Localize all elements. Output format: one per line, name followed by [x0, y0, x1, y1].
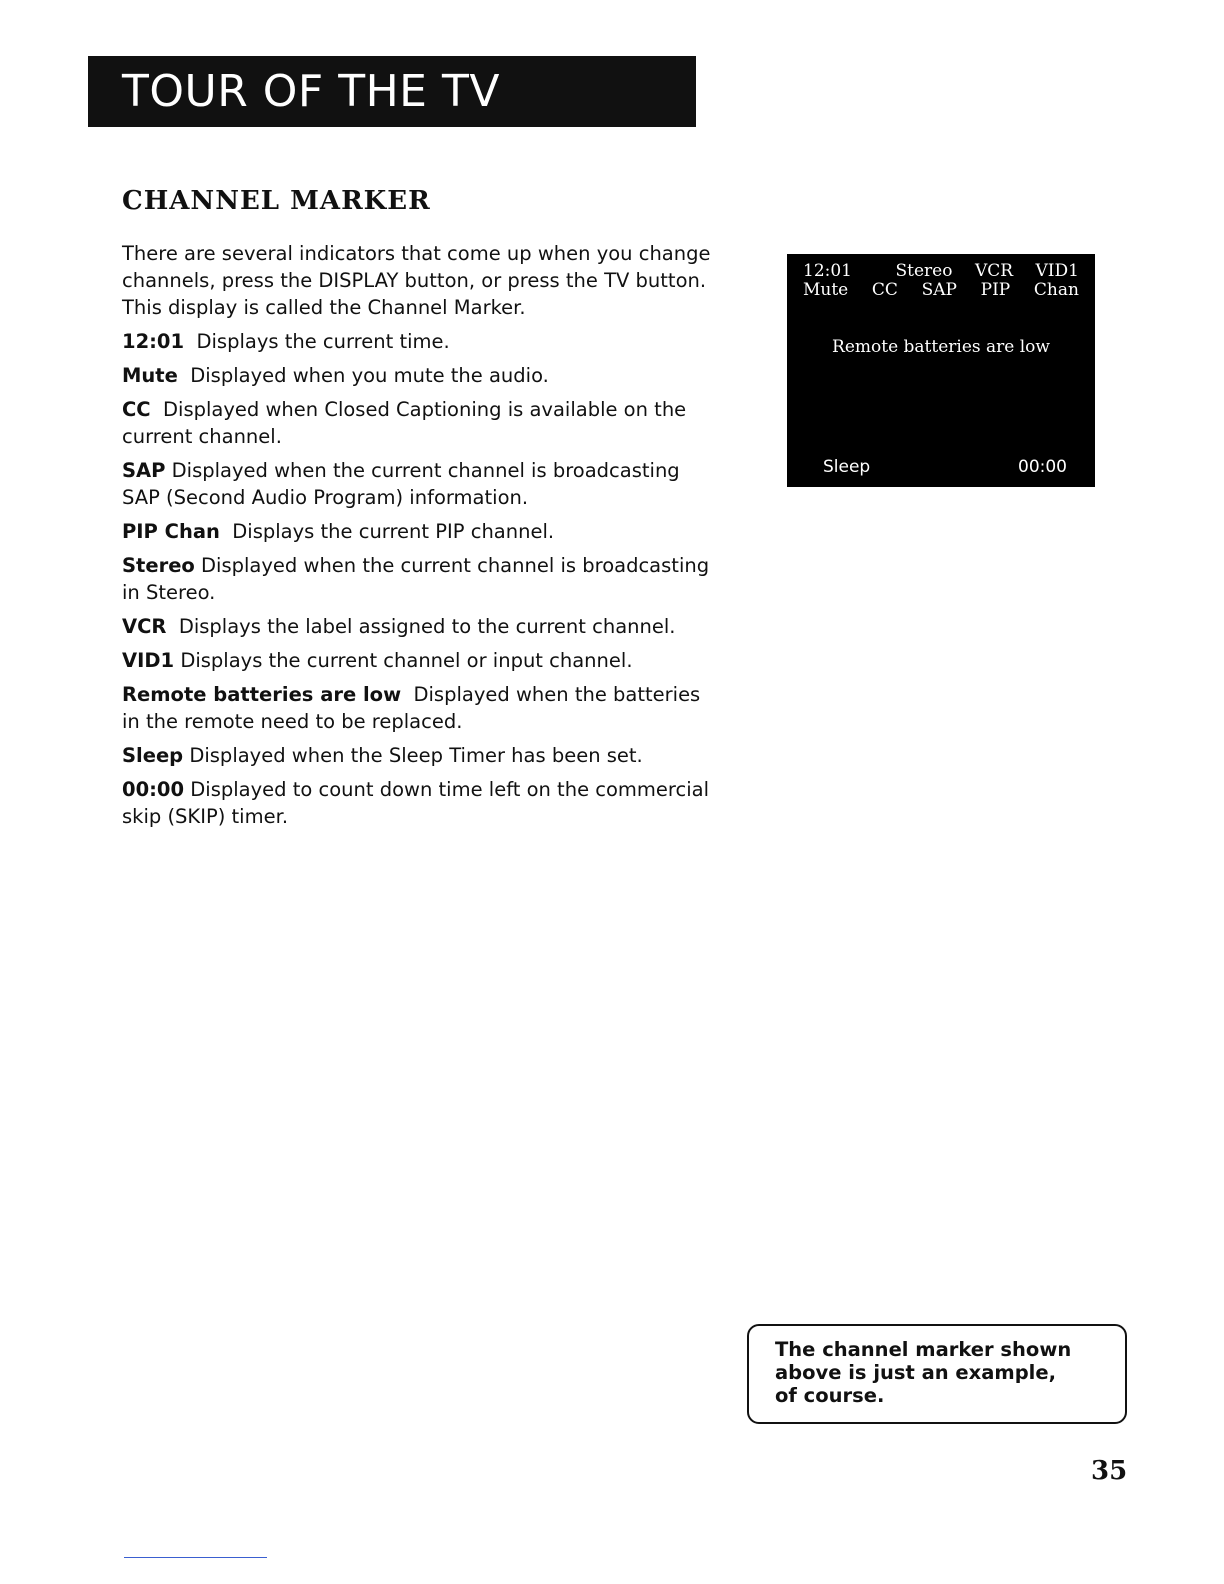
definition-term: Sleep: [122, 744, 184, 767]
tv-stereo: Stereo: [895, 261, 953, 281]
definition-list: [122, 240, 712, 837]
definition-term: PIP Chan: [122, 520, 220, 543]
definition-term: Mute: [122, 364, 178, 387]
definition-item: [122, 328, 712, 355]
definition-term: SAP: [122, 459, 166, 482]
definition-term: 12:01: [122, 330, 185, 353]
tv-bottom-row: [823, 457, 1067, 477]
definition-item: [122, 776, 712, 830]
definition-term: VCR: [122, 615, 167, 638]
definition-item: [122, 681, 712, 735]
definition-description: Displayed when the current channel is broadcasting in Stereo.: [122, 554, 710, 604]
definition-term: VID1: [122, 649, 175, 672]
note-text: The channel marker shown above is just an example, of course.: [775, 1338, 1072, 1407]
tv-sap: SAP: [921, 280, 957, 300]
definition-description: Displays the current PIP channel.: [232, 520, 555, 543]
channel-marker-illustration: [787, 254, 1095, 487]
tv-pip: PIP: [980, 280, 1011, 300]
tv-cc: CC: [871, 280, 898, 300]
tv-sleep: Sleep: [823, 457, 871, 477]
definition-item: [122, 613, 712, 640]
tv-mute: Mute: [803, 280, 849, 300]
tv-battery-message: Remote batteries are low: [832, 337, 1050, 357]
definition-description: Displayed when Closed Captioning is available on the current channel.: [122, 398, 687, 448]
tv-vid1: VID1: [1035, 261, 1079, 281]
intro-paragraph: There are several indicators that come up when you change channels, press the DISPLAY button, or press the TV button. This display is called the Channel Marker.: [122, 242, 711, 319]
definition-term: CC: [122, 398, 151, 421]
tv-status-row-1: [803, 261, 1079, 281]
definition-description: Displays the current time.: [196, 330, 450, 353]
definition-term: Stereo: [122, 554, 195, 577]
definition-description: Displayed when the batteries in the remote need to be replaced.: [122, 683, 701, 733]
definition-item: [122, 518, 712, 545]
definition-description: Displayed when the Sleep Timer has been set.: [189, 744, 643, 767]
definition-description: Displayed when the current channel is broadcasting SAP (Second Audio Program) information.: [122, 459, 680, 509]
definition-description: Displays the current channel or input channel.: [180, 649, 633, 672]
tv-timer: 00:00: [1018, 457, 1067, 477]
note-box: [747, 1324, 1127, 1424]
definition-term: Remote batteries are low: [122, 683, 402, 706]
definition-term: 00:00: [122, 778, 185, 801]
page-number: 35: [1091, 1456, 1128, 1486]
tv-chan: Chan: [1033, 280, 1079, 300]
tv-time: 12:01: [803, 261, 852, 281]
definition-description: Displays the label assigned to the current channel.: [178, 615, 676, 638]
section-heading: CHANNEL MARKER: [122, 186, 431, 216]
tv-vcr: VCR: [974, 261, 1014, 281]
definition-item: [122, 396, 712, 450]
definition-item: [122, 362, 712, 389]
definition-description: Displayed when you mute the audio.: [190, 364, 549, 387]
definition-item: [122, 742, 712, 769]
definition-item: [122, 552, 712, 606]
page-title: TOUR OF THE TV: [122, 66, 500, 117]
header-banner: [88, 56, 696, 127]
definition-item: [122, 457, 712, 511]
footer-rule: [124, 1557, 267, 1558]
definition-item: [122, 647, 712, 674]
definition-description: Displayed to count down time left on the commercial skip (SKIP) timer.: [122, 778, 709, 828]
tv-status-row-2: [803, 280, 1079, 300]
